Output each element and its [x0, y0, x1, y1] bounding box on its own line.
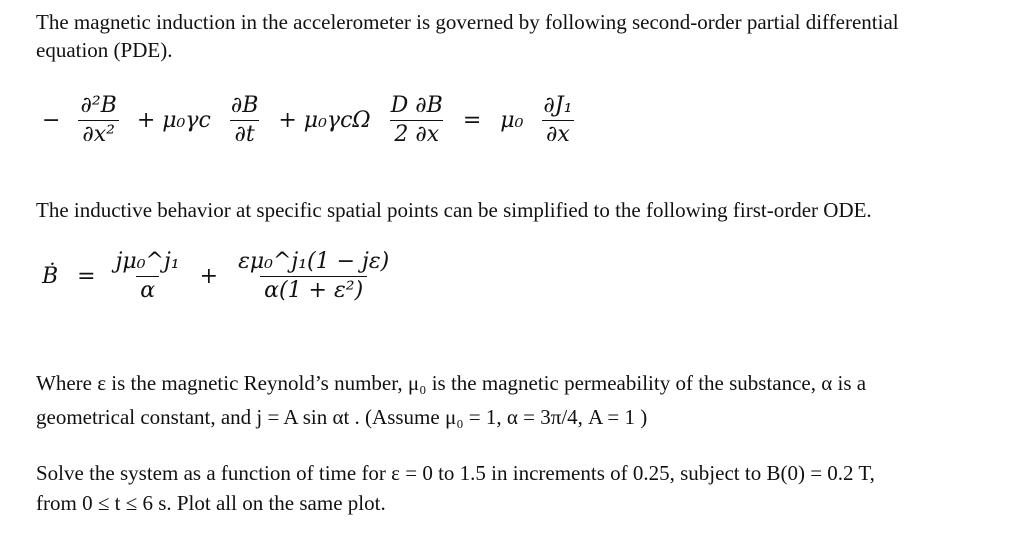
solve-text — [36, 458, 996, 518]
intro-line-1: The magnetic induction in the accelerometer is governed by following second-order partial differential — [36, 10, 899, 34]
ode-equals: = — [77, 264, 96, 289]
ode-lhs: Ḃ — [42, 264, 59, 289]
solve-line-2: from 0 ≤ t ≤ 6 s. Plot all on the same plot. — [36, 491, 386, 515]
intro-text — [36, 8, 996, 64]
ode-fraction-1: $\frac{\text{jμ₀\textasciicircum{}j₁}}{\alpha}$ — [115, 249, 180, 303]
pde-rhs-coef: μ₀ — [500, 108, 524, 133]
pde-term-3: $\frac{D \partial B}{2 \partial x}$ — [390, 93, 443, 147]
pde-term-3-coef: + μ₀γcΩ — [278, 108, 371, 133]
ode-equation — [36, 248, 396, 305]
ode-plus: + — [199, 264, 219, 289]
pde-rhs: $\frac{\text{∂J₁}}{\partial x}$ — [543, 93, 573, 147]
pde-term-2-coef: + μ₀γc — [136, 108, 211, 133]
ode-intro-text: The inductive behavior at specific spatial points can be simplified to the following first-order ODE. — [36, 198, 872, 222]
where-line-1: Where ε is the magnetic Reynold’s number, μ₀ is the magnetic permeability of the substance, α is a — [36, 371, 867, 395]
pde-equation: − $\frac{\text{∂²B}}{\text{∂x²}}$ + μ₀γc $\frac{\partial B}{\partial t}$ + μ₀γcΩ $\frac{D \partial B}{2 \partial x}$ = μ₀ $\frac{\text{∂J₁}}{\partial x}$ — [36, 92, 579, 149]
where-text — [36, 366, 996, 434]
where-line-2: geometrical constant, and j = A sin αt . (Assume μ₀ = 1, α = 3π/4, A = 1 ) — [36, 405, 648, 429]
ode-fraction-2: $\frac{\text{εμ₀\textasciicircum{}j₁(1 − jε)}}{\text{α(1 + ε²)}}$ — [238, 249, 390, 303]
solve-line-1: Solve the system as a function of time for ε = 0 to 1.5 in increments of 0.25, subject to B(0) = 0.2 T, — [36, 461, 875, 485]
pde-term-2: $\frac{\partial B}{\partial t}$ — [230, 93, 259, 147]
intro-line-2: equation (PDE). — [36, 38, 173, 62]
pde-equals: = — [462, 108, 482, 133]
pde-term-1: $\frac{\text{∂²B}}{\text{∂x²}}$ — [76, 92, 120, 149]
